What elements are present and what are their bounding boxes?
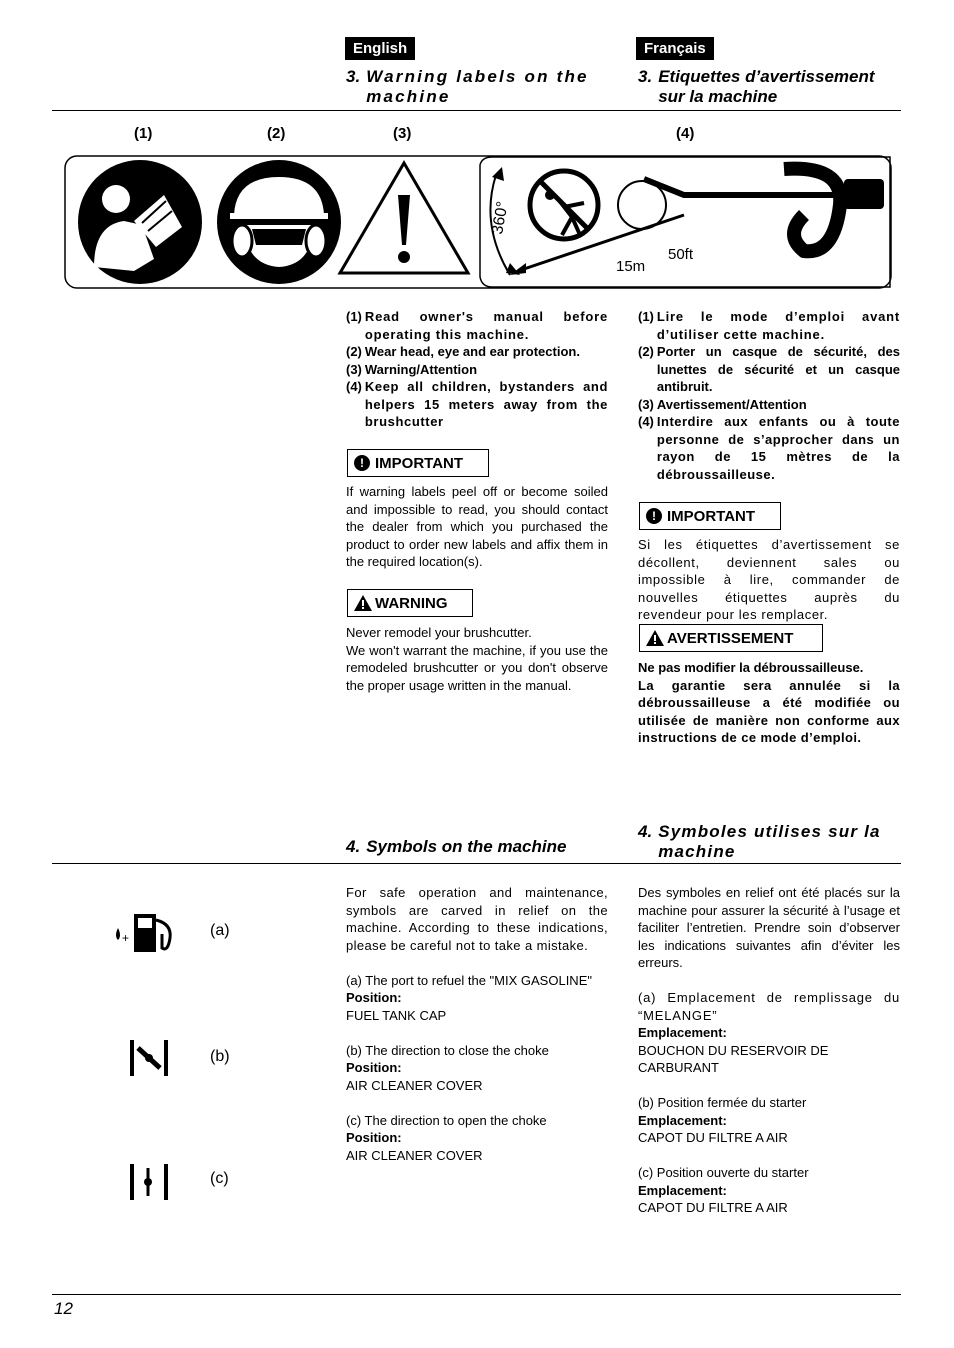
figure-label-3: (3) [393, 125, 412, 142]
list-item: (a) The port to refuel the "MIX GASOLINE" Position: FUEL TANK CAP [346, 972, 592, 1023]
list-item: (a) Emplacement de remplissage du “MELANGE” Emplacement: BOUCHON DU RESERVOIR DE CARBURANT [638, 990, 900, 1075]
warning-label-figure [64, 155, 892, 289]
head-protection-icon [217, 160, 341, 284]
warning-badge-fr: AVERTISSEMENT [639, 624, 823, 652]
symbol-label-b: (b) [210, 1048, 230, 1065]
footer-rule [52, 1294, 901, 1295]
warning-badge-en: WARNING [347, 589, 473, 617]
figure-label-4: (4) [676, 125, 695, 142]
warning-text-en: Never remodel your brushcutter. We won't warrant the machine, if you use the remodeled brushcutter or you don't observe the proper usage written in the manual. [346, 625, 608, 693]
choke-open-icon [128, 1162, 172, 1202]
choke-closed-icon [128, 1038, 172, 1078]
label-list-en [346, 308, 608, 431]
figure-label-2: (2) [267, 125, 286, 142]
symbol-label-a: (a) [210, 922, 230, 939]
list-item: (c) The direction to open the choke Position: AIR CLEANER COVER [346, 1112, 547, 1163]
exclamation-icon: ! [354, 455, 370, 471]
important-text-fr: Si les étiquettes d’avertissement se décollent, deviennent sales ou impossible à lire, commander de nouvelles étiquettes auprès du revendeur pour les remplacer. [638, 537, 900, 622]
section-rule-top [52, 110, 901, 111]
list-item: (3) Avertissement/Attention [638, 396, 807, 412]
list-item: (4) Keep all children, bystanders and helpers 15 meters away from the brushcutter [346, 379, 608, 429]
symbols-text-en: For safe operation and maintenance, symbols are carved in relief on the machine. According to these indications, please be careful not to take a mistake. (a) The port to refuel the "MIX GASOLINE" Position: FUEL TANK CAP (b) The direction to close the choke Position: AIR CLEANER COVER (c) The direction to open the choke Position: AIR CLEANER COVER [346, 885, 608, 1163]
list-item: (c) Position ouverte du starter Emplacement: CAPOT DU FILTRE A AIR [638, 1165, 809, 1215]
fuel-pump-icon [112, 910, 176, 956]
warning-triangle-icon [646, 630, 664, 646]
section4-title-en: 4. Symbols on the machine [346, 837, 567, 856]
page-number: 12 [54, 1299, 73, 1318]
distance-meters: 15m [616, 258, 646, 275]
svg-text:+: + [122, 931, 130, 945]
figure-label-1: (1) [134, 125, 153, 142]
label-list-fr [638, 308, 900, 483]
section-title-fr: 3. Etiquettes d’avertissement sur la machine [638, 67, 875, 106]
warning-text-fr: Ne pas modifier la débroussailleuse. La garantie sera annulée si la débroussailleuse a été modifiée ou utilisée de manière non conforme aux instructions de ce mode d’emploi. [638, 660, 900, 745]
section4-title-fr: 4. Symboles utilises sur la machine [638, 822, 881, 861]
important-text-en: If warning labels peel off or become soiled and impossible to read, you should contact the dealer from which you purchased the product to order new labels and affix them in the required location(s). [346, 484, 608, 569]
warning-triangle-icon [354, 595, 372, 611]
important-badge-en: ! IMPORTANT [347, 449, 489, 477]
symbols-text-fr: Des symboles en relief ont été placés sur la machine pour assurer la sécurité à l’usage et faciliter l’entretien. Prendre soin d’observer les indications suivantes afin d’éviter les erreurs. (a) Emplacement de remplissage du “MELANGE” Emplacement: BOUCHON DU RESERVOIR DE CARBURANT (b) Position fermée du starter Emplacement: CAPOT DU FILTRE A AIR (c) Position ouverte du starter Emplacement: CAPOT DU FILTRE A AIR [638, 885, 900, 1215]
keep-away-icon [489, 167, 884, 275]
list-item: (1) Read owner's manual before operating this machine. [346, 309, 608, 342]
warning-triangle-icon [340, 163, 468, 273]
important-badge-fr: ! IMPORTANT [639, 502, 781, 530]
section-rule-middle [52, 863, 901, 864]
list-item: (4) Interdire aux enfants ou à toute personne de s’approcher dans un rayon de 15 mètres de la débroussailleuse. [638, 414, 900, 482]
read-manual-icon [78, 160, 202, 284]
list-item: (1) Lire le mode d’emploi avant d’utiliser cette machine. [638, 309, 900, 342]
language-tag-english: English [345, 37, 415, 60]
list-item: (3) Warning/Attention [346, 361, 478, 377]
language-tag-french: Français [636, 37, 714, 60]
list-item: (2) Porter un casque de sécurité, des lunettes de sécurité et un casque antibruit. [638, 344, 900, 394]
distance-feet: 50ft [668, 246, 694, 263]
symbol-label-c: (c) [210, 1170, 229, 1187]
section-title-en: 3. Warning labels on the machine [346, 67, 589, 106]
list-item: (b) The direction to close the choke Position: AIR CLEANER COVER [346, 1042, 549, 1093]
exclamation-icon: ! [646, 508, 662, 524]
list-item: (b) Position fermée du starter Emplacement: CAPOT DU FILTRE A AIR [638, 1095, 807, 1145]
list-item: (2) Wear head, eye and ear protection. [346, 344, 580, 359]
angle-label: 360° [489, 200, 512, 236]
